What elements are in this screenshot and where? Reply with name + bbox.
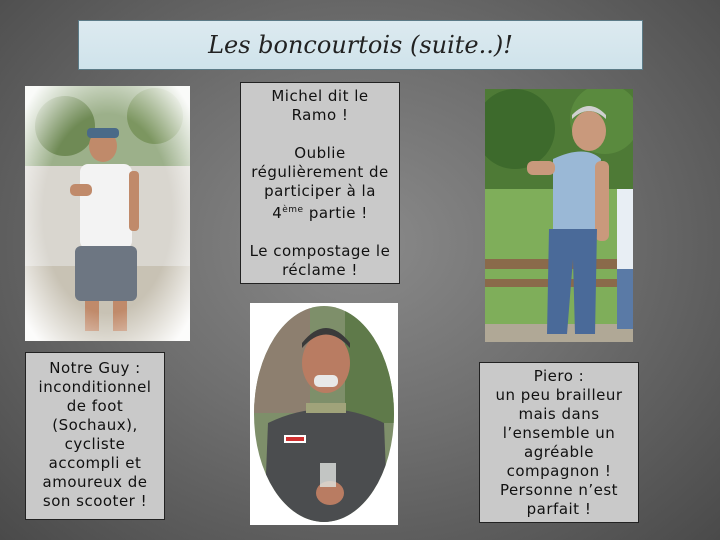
michel-forget-text: Oublie régulièrement de participer à la 4ème partie ! — [251, 144, 389, 222]
michel-compostage-text: Le compostage le réclame ! — [249, 242, 391, 279]
slide-title: Les boncourtois (suite..)! — [78, 20, 643, 70]
michel-nickname-text: Michel dit le Ramo ! — [271, 87, 369, 124]
piero-name-text: Piero : — [533, 367, 585, 385]
guy-caption-text: Notre Guy : inconditionnel de foot (Sochaux), cycliste accompli et amoureux de son scooter ! — [38, 359, 152, 510]
michel-caption-box — [240, 82, 400, 284]
piero-caption-box — [479, 362, 639, 523]
piero-caption-text: un peu brailleur mais dans l’ensemble un agréable compagnon ! Personne n’est parfait ! — [495, 386, 623, 518]
guy-caption-box — [25, 352, 165, 520]
photo-piero — [485, 89, 633, 342]
photo-michel — [250, 303, 398, 525]
photo-guy — [25, 86, 190, 341]
